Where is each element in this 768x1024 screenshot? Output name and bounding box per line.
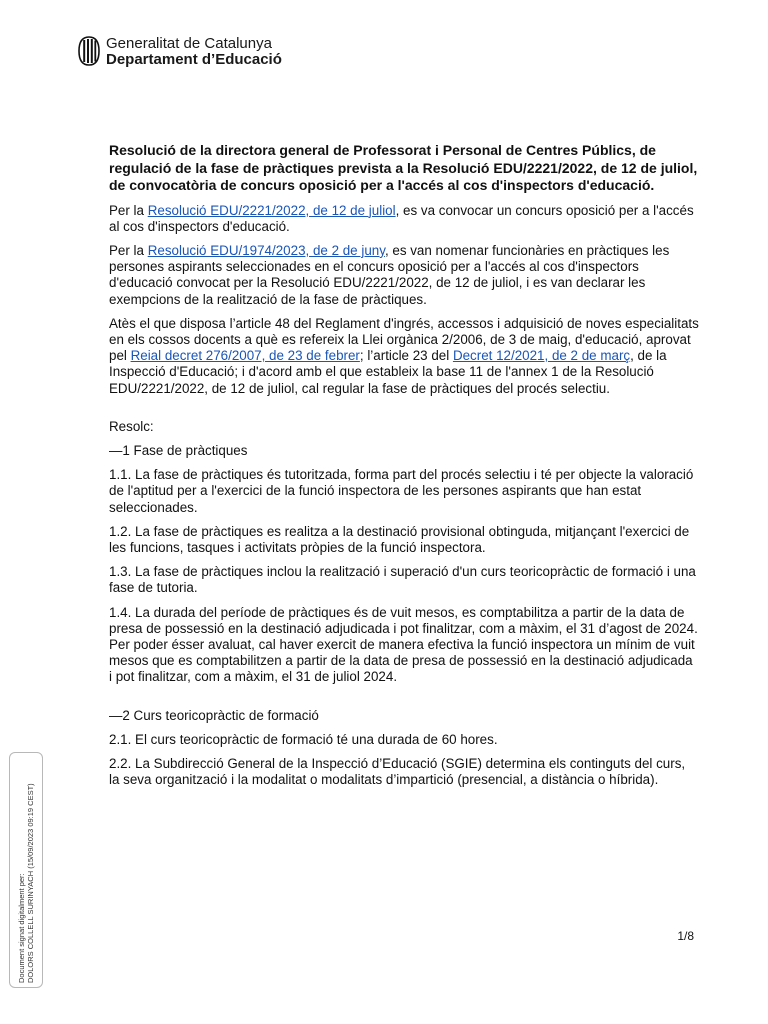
signature-line2: DOLORS COLLELL SURINYACH (15/09/2023 09:19 CEST) <box>26 783 35 983</box>
paragraph-2 <box>109 243 699 308</box>
p3-mid: ; l’article 23 del <box>359 348 453 364</box>
org-name-line1: Generalitat de Catalunya <box>106 35 272 52</box>
item-1-3: 1.3. La fase de pràctiques inclou la realització i superació d'un curs teoricopràctic de formació i una fase de tutoria. <box>109 564 696 596</box>
item-2-2: 2.2. La Subdirecció General de la Inspecció d’Educació (SGIE) determina els continguts del curs, la seva organització i la modalitat o modalitats d’impartició (presencial, a distància o híbrida). <box>109 755 686 788</box>
link-resolucio-1974[interactable]: Resolució EDU/1974/2023, de 2 de juny <box>147 242 385 258</box>
p3-pre: Atès el que disposa l’article 48 del Reglament d'ingrés, accessos i adquisició de noves especialitats en els cossos docents a què es refereix la Llei orgànica 2/2006, de 3 de maig, d'educació, aprovat pel <box>109 315 699 364</box>
item-1-1: 1.1. La fase de pràctiques és tutoritzada, forma part del procés selectiu i té per objecte la valoració de l'aptitud per a l'exercici de la funció inspectora de les persones aspirants que han estat seleccionades. <box>109 467 694 515</box>
paragraph-1 <box>109 203 699 235</box>
document-title: Resolució de la directora general de Professorat i Personal de Centres Públics, de regulació de la fase de pràctiques prevista a la Resolució EDU/2221/2022, de 12 de juliol, de convocatòria de concurs oposició per a l'accés al cos d'inspectors d'educació. <box>109 142 698 193</box>
section-2-heading: —2 Curs teoricopràctic de formació <box>109 707 319 723</box>
p2-pre: Per la <box>109 242 148 258</box>
spacer <box>109 694 699 708</box>
p1-post: , es va convocar un concurs oposició per a l'accés al cos d'inspectors d'educació. <box>109 202 694 234</box>
item-1-4: 1.4. La durada del període de pràctiques és de vuit mesos, es comptabilitza a partir de la data de presa de possessió en la destinació adjudicada i pot finalitzar, com a màxim, el 31 d’agost de 2024. Per poder ésser avaluat, cal haver exercit de manera efectiva la funció inspectora un mínim de vuit mesos que es comptabilitzen a partir de la data de presa de possessió en la destinació adjudicada i pot finalitzar, com a màxim, el 31 de juliol 2024. <box>109 604 698 685</box>
spacer <box>109 405 699 419</box>
p1-pre: Per la <box>109 202 148 218</box>
digital-signature-stamp <box>17 783 35 983</box>
section-1-heading: —1 Fase de pràctiques <box>109 442 248 458</box>
signature-line1: Document signat digitalment per: <box>17 873 26 983</box>
paragraph-3 <box>109 316 699 397</box>
page-number: 1/8 <box>677 929 694 943</box>
p3-post: , de la Inspecció d'Educació; i d'acord amb el que estableix la base 11 de l'annex 1 de la Resolució EDU/2221/2022, de 12 de juliol, cal regular la fase de pràctiques del procés selectiu. <box>109 348 667 396</box>
header <box>78 36 282 68</box>
link-reial-decret[interactable]: Reial decret 276/2007, de 23 de febrer <box>130 348 360 364</box>
item-2-1: 2.1. El curs teoricopràctic de formació té una durada de 60 hores. <box>109 731 498 747</box>
link-resolucio-2221[interactable]: Resolució EDU/2221/2022, de 12 de juliol <box>147 202 396 218</box>
resolc-label: Resolc: <box>109 418 154 434</box>
org-name <box>106 36 282 68</box>
senyera-logo-icon <box>78 36 100 66</box>
org-name-line2: Departament d’Educació <box>106 51 282 68</box>
link-decret-12-2021[interactable]: Decret 12/2021, de 2 de març <box>452 348 631 364</box>
p2-post: , es van nomenar funcionàries en pràctiques les persones aspirants seleccionades en el concurs oposició per a l'accés al cos d'inspectors d'educació convocat per la Resolució EDU/2221/2022, de 12 de juliol, i es van declarar les exempcions de la realització de la fase de pràctiques. <box>109 242 670 307</box>
document-body <box>109 142 699 796</box>
item-1-2: 1.2. La fase de pràctiques es realitza a la destinació provisional obtinguda, mitjançant l'exercici de les funcions, tasques i activitats pròpies de la funció inspectora. <box>109 523 690 555</box>
